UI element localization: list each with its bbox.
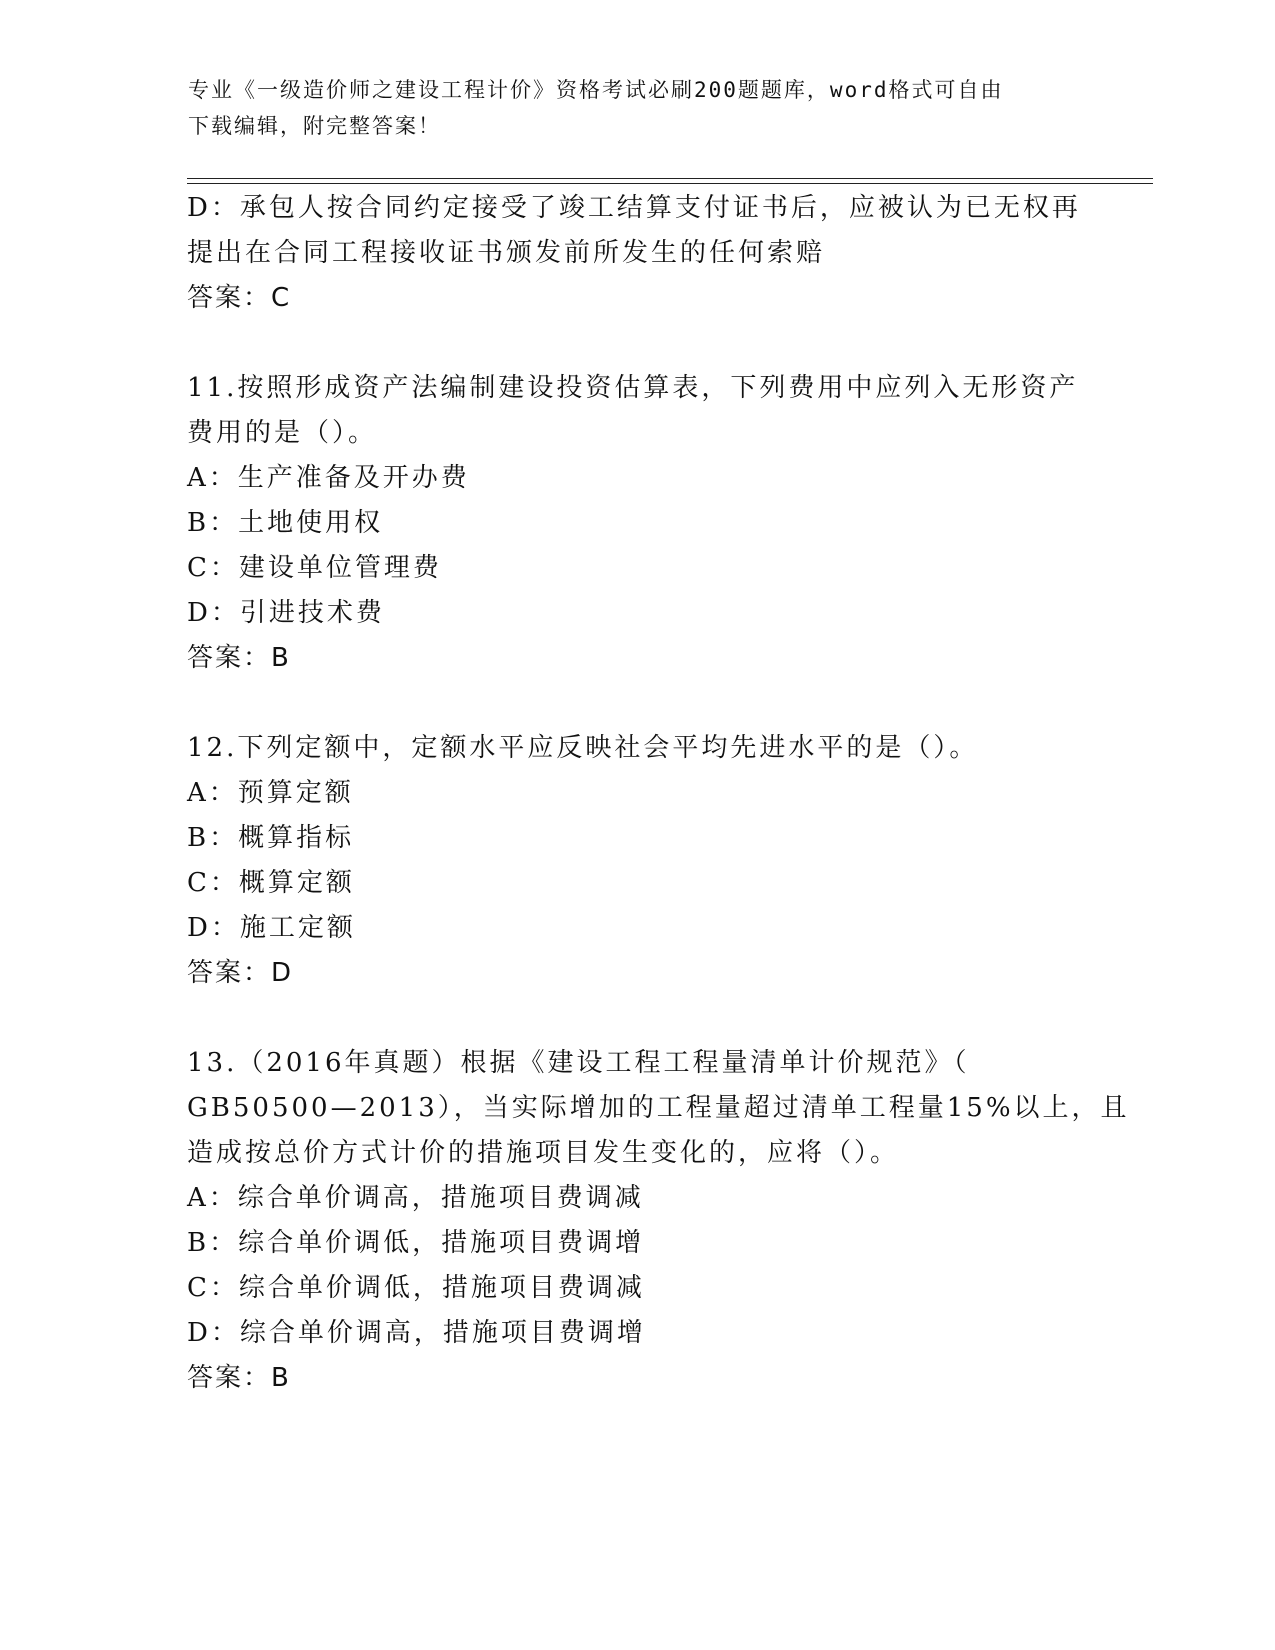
q10-option-d-line-2: 提出在合同工程接收证书颁发前所发生的任何索赔 (187, 238, 826, 268)
q13-option-c: C：综合单价调低，措施项目费调减 (187, 1273, 645, 1303)
q13-answer: 答案：B (187, 1363, 291, 1393)
q13-stem-line-3: 造成按总价方式计价的措施项目发生变化的，应将（）。 (187, 1138, 900, 1168)
q10-option-d-line-1: D：承包人按合同约定接受了竣工结算支付证书后，应被认为已无权再 (187, 193, 1081, 223)
q12-answer: 答案：D (187, 958, 294, 988)
header-divider-top (187, 178, 1153, 179)
q11-stem-line-1: 11.按照形成资产法编制建设投资估算表，下列费用中应列入无形资产 (187, 373, 1079, 403)
q11-option-c: C：建设单位管理费 (187, 553, 442, 583)
q11-option-b: B：土地使用权 (187, 508, 384, 538)
q11-option-d: D：引进技术费 (187, 598, 385, 628)
header-line-1: 专业《一级造价师之建设工程计价》资格考试必刷200题题库，word格式可自由 (188, 78, 1004, 102)
question-11 (187, 366, 1087, 681)
question-10-tail (187, 186, 1087, 321)
question-13 (187, 1041, 1130, 1401)
q12-option-c: C：概算定额 (187, 868, 355, 898)
q12-stem-line-1: 12.下列定额中，定额水平应反映社会平均先进水平的是（）。 (187, 733, 979, 763)
question-12 (187, 726, 1087, 996)
header-divider-bottom (187, 183, 1153, 184)
header-line-2: 下载编辑，附完整答案！ (188, 114, 441, 138)
q12-option-b: B：概算指标 (187, 823, 355, 853)
q12-option-d: D：施工定额 (187, 913, 356, 943)
document-body (187, 186, 1130, 1401)
q13-stem-line-2: GB50500—2013），当实际增加的工程量超过清单工程量15%以上，且 (187, 1093, 1130, 1123)
q13-stem-line-1: 13.（2016年真题）根据《建设工程工程量清单计价规范》（ (187, 1048, 970, 1078)
q13-option-a: A：综合单价调高，措施项目费调减 (187, 1183, 644, 1213)
q13-option-d: D：综合单价调高，措施项目费调增 (187, 1318, 646, 1348)
spacer (187, 996, 1087, 1041)
q10-answer: 答案：C (187, 283, 292, 313)
spacer (187, 681, 1087, 726)
q11-option-a: A：生产准备及开办费 (187, 463, 470, 493)
spacer (187, 321, 1087, 366)
q12-option-a: A：预算定额 (187, 778, 354, 808)
q11-answer: 答案：B (187, 643, 291, 673)
document-header (188, 72, 1068, 144)
q13-option-b: B：综合单价调低，措施项目费调增 (187, 1228, 645, 1258)
q11-stem-line-2: 费用的是（）。 (187, 418, 378, 448)
